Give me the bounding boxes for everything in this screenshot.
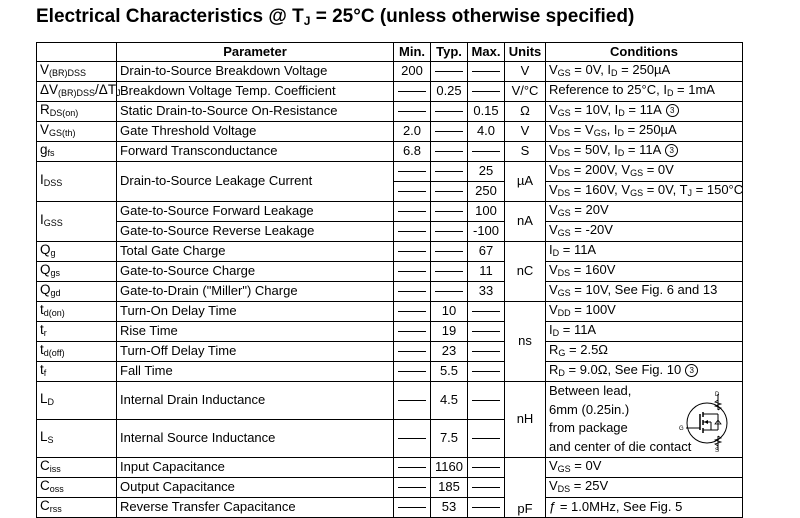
min-cell <box>394 419 431 457</box>
unspecified-dash <box>398 191 426 193</box>
table-row <box>37 457 743 477</box>
typ-cell: 185 <box>431 477 468 497</box>
table-row <box>37 381 743 419</box>
unit-cell: nA <box>505 201 546 241</box>
unspecified-dash <box>398 351 426 353</box>
max-cell <box>468 61 505 81</box>
unspecified-dash <box>435 151 463 153</box>
min-cell <box>394 341 431 361</box>
symbol-cell: $L_D$ <box>37 381 117 419</box>
condition-cell: $V_{GS} = 10V$, See Fig. 6 and 13 <box>546 281 743 301</box>
unspecified-dash <box>435 211 463 213</box>
min-cell <box>394 81 431 101</box>
unspecified-dash <box>435 111 463 113</box>
max-cell: 25 <box>468 161 505 181</box>
parameter-cell: Breakdown Voltage Temp. Coefficient <box>117 81 394 101</box>
table-row <box>37 477 743 497</box>
unspecified-dash <box>472 331 500 333</box>
parameter-cell: Internal Drain Inductance <box>117 381 394 419</box>
header-symbol <box>37 43 117 62</box>
parameter-cell: Drain-to-Source Leakage Current <box>117 161 394 201</box>
unspecified-dash <box>472 91 500 93</box>
typ-cell: 5.5 <box>431 361 468 381</box>
symbol-cell: $R_{DS(on)}$ <box>37 101 117 121</box>
unspecified-dash <box>472 71 500 73</box>
min-cell <box>394 301 431 321</box>
unit-cell: nC <box>505 241 546 301</box>
condition-cell: $V_{GS} = -20V$ <box>546 221 743 241</box>
unspecified-dash <box>435 171 463 173</box>
parameter-cell: Gate-to-Source Charge <box>117 261 394 281</box>
page-title: Electrical Characteristics @ $T_J = 25^\circ C$ (unless otherwise specified) <box>36 6 635 28</box>
unspecified-dash <box>435 271 463 273</box>
unspecified-dash <box>472 151 500 153</box>
max-cell <box>468 457 505 477</box>
typ-cell <box>431 281 468 301</box>
unspecified-dash <box>472 467 500 469</box>
unit-cell: S <box>505 141 546 161</box>
symbol-cell: $V_{(BR)DSS}$ <box>37 61 117 81</box>
table-row <box>37 161 743 181</box>
unspecified-dash <box>435 191 463 193</box>
table-row <box>37 241 743 261</box>
parameter-cell: Input Capacitance <box>117 457 394 477</box>
inductance-condition-text: Between lead, 6mm (0.25in.) from package and center of die contact <box>549 383 692 454</box>
symbol-cell: $g_{fs}$ <box>37 141 117 161</box>
symbol-cell: $t_r$ <box>37 321 117 341</box>
typ-cell <box>431 201 468 221</box>
symbol-cell: $I_{GSS}$ <box>37 201 117 241</box>
unspecified-dash <box>435 251 463 253</box>
condition-cell: $V_{DS} = V_{GS}$, $I_D = 250\mu A$ <box>546 121 743 141</box>
unspecified-dash <box>398 291 426 293</box>
unspecified-dash <box>398 211 426 213</box>
table-row <box>37 61 743 81</box>
source-label: S <box>715 447 720 454</box>
mosfet-symbol-icon <box>678 390 736 452</box>
max-cell <box>468 81 505 101</box>
parameter-cell: Internal Source Inductance <box>117 419 394 457</box>
parameter-cell: Gate-to-Drain ("Miller") Charge <box>117 281 394 301</box>
unspecified-dash <box>398 507 426 509</box>
header-units: Units <box>505 43 546 62</box>
table-row <box>37 321 743 341</box>
symbol-cell: $t_{d(off)}$ <box>37 341 117 361</box>
symbol-cell: $I_{DSS}$ <box>37 161 117 201</box>
typ-cell: 4.5 <box>431 381 468 419</box>
parameter-cell: Drain-to-Source Breakdown Voltage <box>117 61 394 81</box>
table-row <box>37 301 743 321</box>
typ-cell: 10 <box>431 301 468 321</box>
header-max: Max. <box>468 43 505 62</box>
unit-cell: ns <box>505 301 546 381</box>
symbol-cell: $t_f$ <box>37 361 117 381</box>
min-cell <box>394 261 431 281</box>
min-cell <box>394 101 431 121</box>
condition-cell: $I_D = 11A$ <box>546 321 743 341</box>
unspecified-dash <box>435 131 463 133</box>
parameter-cell: Gate-to-Source Forward Leakage <box>117 201 394 221</box>
parameter-cell: Output Capacitance <box>117 477 394 497</box>
typ-cell <box>431 161 468 181</box>
typ-cell: 19 <box>431 321 468 341</box>
table-row <box>37 341 743 361</box>
unit-cell: Ω <box>505 101 546 121</box>
symbol-cell: $C_{oss}$ <box>37 477 117 497</box>
symbol-cell: $\Delta V_{(BR)DSS}/\Delta T_J$ <box>37 81 117 101</box>
symbol-cell: $C_{iss}$ <box>37 457 117 477</box>
parameter-cell: Turn-Off Delay Time <box>117 341 394 361</box>
max-cell: 250 <box>468 181 505 201</box>
unspecified-dash <box>398 371 426 373</box>
parameter-cell: Rise Time <box>117 321 394 341</box>
unit-cell: µA <box>505 161 546 201</box>
unspecified-dash <box>472 371 500 373</box>
header-typ: Typ. <box>431 43 468 62</box>
symbol-cell: $L_S$ <box>37 419 117 457</box>
table-row <box>37 497 743 517</box>
max-cell <box>468 381 505 419</box>
unit-cell: pF <box>505 457 546 517</box>
typ-cell: 23 <box>431 341 468 361</box>
table-row <box>37 101 743 121</box>
unspecified-dash <box>398 487 426 489</box>
unspecified-dash <box>472 487 500 489</box>
condition-cell: $V_{DS} = 200V$, $V_{GS} = 0V$ <box>546 161 743 181</box>
min-cell <box>394 161 431 181</box>
min-cell: 2.0 <box>394 121 431 141</box>
min-cell <box>394 241 431 261</box>
parameter-cell: Reverse Transfer Capacitance <box>117 497 394 517</box>
unspecified-dash <box>398 311 426 313</box>
unit-cell: V <box>505 61 546 81</box>
max-cell <box>468 361 505 381</box>
condition-cell: $V_{DS} = 160V$, $V_{GS} = 0V$, $T_J = 150^\circ C$ <box>546 181 743 201</box>
unspecified-dash <box>435 291 463 293</box>
min-cell <box>394 477 431 497</box>
parameter-cell: Turn-On Delay Time <box>117 301 394 321</box>
typ-cell: 1160 <box>431 457 468 477</box>
parameter-cell: Gate Threshold Voltage <box>117 121 394 141</box>
unspecified-dash <box>398 271 426 273</box>
typ-cell <box>431 101 468 121</box>
max-cell <box>468 321 505 341</box>
min-cell: 6.8 <box>394 141 431 161</box>
condition-cell: Reference to 25°C, $I_D = 1mA$ <box>546 81 743 101</box>
condition-cell: $V_{GS} = 0V$ <box>546 457 743 477</box>
unspecified-dash <box>398 400 426 402</box>
max-cell: 33 <box>468 281 505 301</box>
condition-cell: $V_{DD} = 100V$ <box>546 301 743 321</box>
inductance-condition-cell <box>546 381 743 457</box>
unspecified-dash <box>435 231 463 233</box>
unspecified-dash <box>398 467 426 469</box>
unspecified-dash <box>472 311 500 313</box>
symbol-cell: $C_{rss}$ <box>37 497 117 517</box>
table-row <box>37 281 743 301</box>
unspecified-dash <box>472 400 500 402</box>
parameter-cell: Fall Time <box>117 361 394 381</box>
condition-cell: $I_D = 11A$ <box>546 241 743 261</box>
unspecified-dash <box>398 231 426 233</box>
min-cell <box>394 361 431 381</box>
min-cell: 200 <box>394 61 431 81</box>
table-row <box>37 361 743 381</box>
max-cell: 0.15 <box>468 101 505 121</box>
condition-cell: $V_{GS} = 10V$, $I_D = 11A$ 3 <box>546 101 743 121</box>
symbol-cell: $Q_g$ <box>37 241 117 261</box>
parameter-cell: Gate-to-Source Reverse Leakage <box>117 221 394 241</box>
drain-label: D <box>715 391 720 398</box>
typ-cell <box>431 261 468 281</box>
typ-cell: 7.5 <box>431 419 468 457</box>
min-cell <box>394 181 431 201</box>
min-cell <box>394 221 431 241</box>
unspecified-dash <box>435 71 463 73</box>
min-cell <box>394 321 431 341</box>
max-cell <box>468 419 505 457</box>
symbol-cell: $V_{GS(th)}$ <box>37 121 117 141</box>
unspecified-dash <box>472 351 500 353</box>
header-conditions: Conditions <box>546 43 743 62</box>
gate-label: G <box>679 425 684 432</box>
condition-cell: $R_D = 9.0\Omega$, See Fig. 10 3 <box>546 361 743 381</box>
footnote-marker: 3 <box>685 364 698 377</box>
typ-cell <box>431 241 468 261</box>
unit-cell: V <box>505 121 546 141</box>
max-cell: 100 <box>468 201 505 221</box>
max-cell: 4.0 <box>468 121 505 141</box>
parameter-cell: Total Gate Charge <box>117 241 394 261</box>
max-cell: 67 <box>468 241 505 261</box>
unspecified-dash <box>472 507 500 509</box>
unit-cell: V/°C <box>505 81 546 101</box>
unspecified-dash <box>398 171 426 173</box>
unspecified-dash <box>398 331 426 333</box>
unspecified-dash <box>472 438 500 440</box>
max-cell <box>468 341 505 361</box>
condition-cell: $V_{GS} = 0V$, $I_D = 250\mu A$ <box>546 61 743 81</box>
table-row <box>37 261 743 281</box>
table-row <box>37 121 743 141</box>
condition-cell: $R_G = 2.5\Omega$ <box>546 341 743 361</box>
typ-cell: 0.25 <box>431 81 468 101</box>
footnote-marker: 3 <box>666 104 679 117</box>
symbol-cell: $Q_{gs}$ <box>37 261 117 281</box>
table-row <box>37 221 743 241</box>
header-row <box>37 43 743 62</box>
electrical-characteristics-table <box>36 42 743 518</box>
typ-cell <box>431 61 468 81</box>
parameter-cell: Static Drain-to-Source On-Resistance <box>117 101 394 121</box>
min-cell <box>394 281 431 301</box>
footnote-marker: 3 <box>665 144 678 157</box>
parameter-cell: Forward Transconductance <box>117 141 394 161</box>
unspecified-dash <box>398 111 426 113</box>
table-row <box>37 201 743 221</box>
max-cell <box>468 497 505 517</box>
min-cell <box>394 201 431 221</box>
header-min: Min. <box>394 43 431 62</box>
max-cell: -100 <box>468 221 505 241</box>
max-cell <box>468 141 505 161</box>
condition-cell: $V_{DS} = 50V$, $I_D = 11A$ 3 <box>546 141 743 161</box>
typ-cell <box>431 141 468 161</box>
typ-cell: 53 <box>431 497 468 517</box>
unspecified-dash <box>398 91 426 93</box>
typ-cell <box>431 181 468 201</box>
max-cell: 11 <box>468 261 505 281</box>
condition-cell: $V_{GS} = 20V$ <box>546 201 743 221</box>
condition-cell: ƒ = 1.0MHz, See Fig. 5 <box>546 497 743 517</box>
min-cell <box>394 457 431 477</box>
unspecified-dash <box>398 438 426 440</box>
table-row <box>37 81 743 101</box>
unspecified-dash <box>398 251 426 253</box>
max-cell <box>468 301 505 321</box>
max-cell <box>468 477 505 497</box>
min-cell <box>394 497 431 517</box>
symbol-cell: $t_{d(on)}$ <box>37 301 117 321</box>
condition-cell: $V_{DS} = 160V$ <box>546 261 743 281</box>
header-parameter: Parameter <box>117 43 394 62</box>
typ-cell <box>431 121 468 141</box>
typ-cell <box>431 221 468 241</box>
symbol-cell: $Q_{gd}$ <box>37 281 117 301</box>
condition-cell: $V_{DS} = 25V$ <box>546 477 743 497</box>
min-cell <box>394 381 431 419</box>
table-row <box>37 141 743 161</box>
unit-cell: nH <box>505 381 546 457</box>
